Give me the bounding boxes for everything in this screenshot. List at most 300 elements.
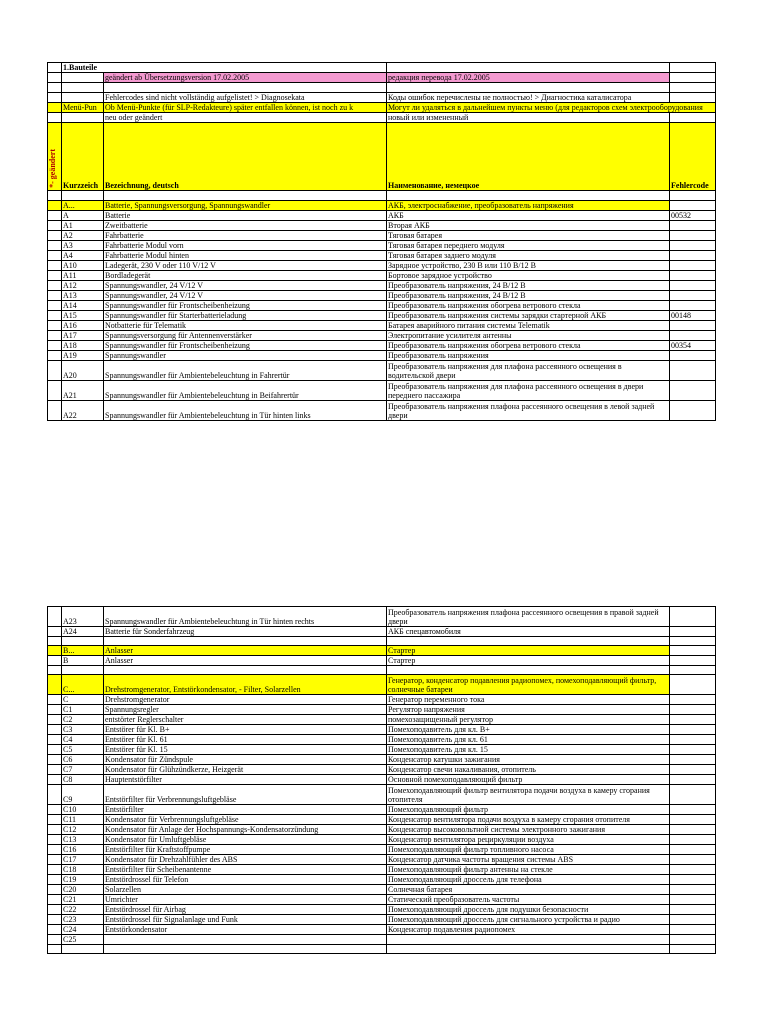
bezeichnung-cell: Ladegerät, 230 V oder 110 V/12 V xyxy=(104,261,387,271)
fehlercode-cell xyxy=(670,745,716,755)
bezeichnung-cell: Batterie für Sonderfahrzeug xyxy=(104,627,387,637)
header-naimenovanie: Наименование, немецкое xyxy=(387,123,670,191)
section-title: 1.Bauteile xyxy=(62,63,387,73)
fehlercode-cell xyxy=(670,331,716,341)
changed-marker-cell xyxy=(48,835,62,845)
parts-table-page-1 xyxy=(47,62,716,421)
naimenovanie-cell xyxy=(387,935,670,945)
table-row xyxy=(48,321,716,331)
table-row xyxy=(48,241,716,251)
bezeichnung-cell: Entstörfilter für Kraftstoffpumpe xyxy=(104,845,387,855)
fehlercode-cell xyxy=(670,695,716,705)
naimenovanie-cell: Помехоподавляющий фильтр топливного насоса xyxy=(387,845,670,855)
kurzzeichen-cell: A14 xyxy=(62,301,104,311)
kurzzeichen-cell: A15 xyxy=(62,311,104,321)
table-row xyxy=(48,775,716,785)
fehlercode-cell xyxy=(670,905,716,915)
kurzzeichen-cell xyxy=(62,945,104,954)
kurzzeichen-cell: C13 xyxy=(62,835,104,845)
fehlercode-cell: 00354 xyxy=(670,341,716,351)
naimenovanie-cell: Помехоподавляющий фильтр вентилятора подачи воздуха в камеру сгорания отопителя xyxy=(387,785,670,805)
kurzzeichen-cell: A11 xyxy=(62,271,104,281)
bezeichnung-cell: Anlasser xyxy=(104,646,387,656)
table-row xyxy=(48,905,716,915)
bezeichnung-cell: Entstörfilter für Scheibenantenne xyxy=(104,865,387,875)
bezeichnung-cell: Kondensator für Anlage der Hochspannungs-Kondensatorzündung xyxy=(104,825,387,835)
bezeichnung-cell: Entstörer für Kl. 15 xyxy=(104,745,387,755)
fehlercode-cell xyxy=(670,885,716,895)
kurzzeichen-cell: A13 xyxy=(62,291,104,301)
kurzzeichen-cell: C19 xyxy=(62,875,104,885)
table-row xyxy=(48,935,716,945)
kurzzeichen-cell: C18 xyxy=(62,865,104,875)
table-row xyxy=(48,656,716,666)
naimenovanie-cell: Помехоподавляющий фильтр xyxy=(387,805,670,815)
kurzzeichen-cell: A19 xyxy=(62,351,104,361)
naimenovanie-cell: Конденсатор датчика частоты вращения системы ABS xyxy=(387,855,670,865)
kurzzeichen-cell: C7 xyxy=(62,765,104,775)
bezeichnung-cell: Entstörkondensator xyxy=(104,925,387,935)
changed-marker-cell xyxy=(48,231,62,241)
bezeichnung-cell: Entstördrossel für Telefon xyxy=(104,875,387,885)
bezeichnung-cell: entstörter Reglerschalter xyxy=(104,715,387,725)
parts-rows-page-1 xyxy=(48,201,716,421)
changed-marker-cell xyxy=(48,201,62,211)
table-row xyxy=(48,301,716,311)
naimenovanie-cell: Регулятор напряжения xyxy=(387,705,670,715)
naimenovanie-cell: Помехоподавляющий фильтр антенны на стекле xyxy=(387,865,670,875)
bezeichnung-cell: Notbatterie für Telematik xyxy=(104,321,387,331)
naimenovanie-cell: Стартер xyxy=(387,646,670,656)
table-row xyxy=(48,735,716,745)
bezeichnung-cell: Drehstromgenerator xyxy=(104,695,387,705)
table-row xyxy=(48,695,716,705)
table-row xyxy=(48,351,716,361)
fehlercode-cell xyxy=(670,607,716,627)
fehlercode-cell xyxy=(670,637,716,646)
bezeichnung-cell xyxy=(104,935,387,945)
fehlercodes-note-ru: Коды ошибок перечислены не полностью! > Диагностика каталисатора xyxy=(387,93,670,103)
kurzzeichen-cell: A20 xyxy=(62,361,104,381)
changed-marker-cell xyxy=(48,666,62,675)
table-row xyxy=(48,815,716,825)
bezeichnung-cell: Kondensator für Umluftgebläse xyxy=(104,835,387,845)
bezeichnung-cell: Hauptentstörfilter xyxy=(104,775,387,785)
table-row xyxy=(48,925,716,935)
changed-marker-cell xyxy=(48,885,62,895)
table-row xyxy=(48,855,716,865)
bezeichnung-cell: Spannungswandler für Frontscheibenheizung xyxy=(104,341,387,351)
kurzzeichen-cell xyxy=(62,637,104,646)
table-row xyxy=(48,607,716,627)
bezeichnung-cell: Drehstromgenerator, Entstörkondensator, - Filter, Solarzellen xyxy=(104,675,387,695)
naimenovanie-cell: Помехоподавляющий дроссель для подушки безопасности xyxy=(387,905,670,915)
naimenovanie-cell: Тяговая батарея xyxy=(387,231,670,241)
table-row xyxy=(48,281,716,291)
changed-marker-cell xyxy=(48,291,62,301)
fehlercode-cell xyxy=(670,825,716,835)
table-row xyxy=(48,865,716,875)
bezeichnung-cell: Spannungswandler für Frontscheibenheizung xyxy=(104,301,387,311)
fehlercode-cell xyxy=(670,895,716,905)
fehlercode-cell xyxy=(670,775,716,785)
fehlercode-cell xyxy=(670,725,716,735)
kurzzeichen-cell: A16 xyxy=(62,321,104,331)
bezeichnung-cell: Zweitbatterie xyxy=(104,221,387,231)
kurzzeichen-cell: C24 xyxy=(62,925,104,935)
fehlercode-cell xyxy=(670,675,716,695)
fehlercode-cell xyxy=(670,765,716,775)
bezeichnung-cell: Spannungswandler für Ambientebeleuchtung in Tür hinten links xyxy=(104,401,387,421)
fehlercode-cell xyxy=(670,915,716,925)
fehlercode-cell: 00148 xyxy=(670,311,716,321)
table-row xyxy=(48,211,716,221)
changed-marker-cell xyxy=(48,341,62,351)
fehlercode-cell xyxy=(670,627,716,637)
changed-marker-cell xyxy=(48,361,62,381)
table-row xyxy=(48,646,716,656)
fehlercode-cell xyxy=(670,666,716,675)
bezeichnung-cell: Spannungswandler für Starterbatterieladung xyxy=(104,311,387,321)
table-row xyxy=(48,637,716,646)
fehlercode-cell xyxy=(670,221,716,231)
kurzzeichen-cell: C xyxy=(62,695,104,705)
table-row xyxy=(48,341,716,351)
changed-marker-cell xyxy=(48,935,62,945)
bezeichnung-cell: Kondensator für Zündspule xyxy=(104,755,387,765)
header-fehlercode: Fehlercode xyxy=(670,123,716,191)
fehlercode-cell: 00532 xyxy=(670,211,716,221)
kurzzeichen-cell: C10 xyxy=(62,805,104,815)
changed-marker-cell xyxy=(48,607,62,627)
neu-note-ru: новый или измененный xyxy=(387,113,670,123)
bezeichnung-cell: Batterie, Spannungsversorgung, Spannungswandler xyxy=(104,201,387,211)
kurzzeichen-cell: C2 xyxy=(62,715,104,725)
bezeichnung-cell: Fahrbatterie Modul vorn xyxy=(104,241,387,251)
naimenovanie-cell: Тяговая батарея заднего модуля xyxy=(387,251,670,261)
bezeichnung-cell: Spannungswandler für Ambientebeleuchtung in Beifahrertür xyxy=(104,381,387,401)
changed-marker-cell xyxy=(48,221,62,231)
table-row xyxy=(48,331,716,341)
naimenovanie-cell: Солнечная батарея xyxy=(387,885,670,895)
menu-note-de: Ob Menü-Punkte (für SLP-Redakteure) später entfallen können, ist noch zu k xyxy=(104,103,387,113)
bezeichnung-cell: Entstörfilter für Verbrennungsluftgebläse xyxy=(104,785,387,805)
kurzzeichen-cell: A21 xyxy=(62,381,104,401)
changed-marker-cell xyxy=(48,785,62,805)
naimenovanie-cell: Помехоподавитель для кл. 61 xyxy=(387,735,670,745)
naimenovanie-cell: Вторая АКБ xyxy=(387,221,670,231)
fehlercode-cell xyxy=(670,705,716,715)
bezeichnung-cell: Kondensator für Drehzahlfühler des ABS xyxy=(104,855,387,865)
kurzzeichen-cell: A3 xyxy=(62,241,104,251)
changed-marker-cell xyxy=(48,211,62,221)
naimenovanie-cell: Генератор, конденсатор подавления радиопомех, помехоподавляющий фильтр, солнечные батареи xyxy=(387,675,670,695)
changed-marker-cell xyxy=(48,261,62,271)
table-row xyxy=(48,675,716,695)
fehlercode-cell xyxy=(670,715,716,725)
changed-since-de: geändert ab Übersetzungsversion 17.02.2005 xyxy=(104,73,387,83)
fehlercode-cell xyxy=(670,301,716,311)
naimenovanie-cell: Бортовое зарядное устройство xyxy=(387,271,670,281)
kurzzeichen-cell: B... xyxy=(62,646,104,656)
fehlercode-cell xyxy=(670,855,716,865)
naimenovanie-cell: Основной помехоподавляющий фильтр xyxy=(387,775,670,785)
fehlercode-cell xyxy=(670,351,716,361)
kurzzeichen-cell: A10 xyxy=(62,261,104,271)
kurzzeichen-cell: C6 xyxy=(62,755,104,765)
parts-rows-page-2 xyxy=(48,607,716,954)
naimenovanie-cell: АКБ xyxy=(387,211,670,221)
table-row xyxy=(48,201,716,211)
changed-marker-cell xyxy=(48,656,62,666)
naimenovanie-cell: Конденсатор вентилятора рециркуляции воздуха xyxy=(387,835,670,845)
table-row xyxy=(48,231,716,241)
kurzzeichen-cell: A23 xyxy=(62,607,104,627)
kurzzeichen-cell: C4 xyxy=(62,735,104,745)
kurzzeichen-cell: C20 xyxy=(62,885,104,895)
table-row xyxy=(48,725,716,735)
bezeichnung-cell: Spannungswandler für Ambientebeleuchtung in Tür hinten rechts xyxy=(104,607,387,627)
kurzzeichen-cell xyxy=(62,666,104,675)
naimenovanie-cell xyxy=(387,666,670,675)
fehlercode-cell xyxy=(670,845,716,855)
bezeichnung-cell: Solarzellen xyxy=(104,885,387,895)
naimenovanie-cell: Помехоподавляющий дроссель для сигнального устройства и радио xyxy=(387,915,670,925)
table-row xyxy=(48,915,716,925)
naimenovanie-cell: Преобразователь напряжения плафона рассеянного освещения в левой задней двери xyxy=(387,401,670,421)
menu-note-kz: Menü-Pun xyxy=(62,103,104,113)
table-row xyxy=(48,825,716,835)
table-row xyxy=(48,666,716,675)
bezeichnung-cell: Fahrbatterie xyxy=(104,231,387,241)
table-row xyxy=(48,291,716,301)
changed-marker-header: *- geändert xyxy=(48,123,62,191)
table-row xyxy=(48,845,716,855)
fehlercode-cell xyxy=(670,735,716,745)
kurzzeichen-cell: A22 xyxy=(62,401,104,421)
fehlercodes-note-de: Fehlercodes sind nicht vollständig aufgelistet! > Diagnosekata xyxy=(104,93,387,103)
naimenovanie-cell: Помехоподавитель для кл. B+ xyxy=(387,725,670,735)
fehlercode-cell xyxy=(670,251,716,261)
fehlercode-cell xyxy=(670,361,716,381)
bezeichnung-cell: Spannungsregler xyxy=(104,705,387,715)
kurzzeichen-cell: A xyxy=(62,211,104,221)
kurzzeichen-cell: C25 xyxy=(62,935,104,945)
table-row xyxy=(48,885,716,895)
bezeichnung-cell: Bordladegerät xyxy=(104,271,387,281)
bezeichnung-cell: Fahrbatterie Modul hinten xyxy=(104,251,387,261)
kurzzeichen-cell: C12 xyxy=(62,825,104,835)
changed-marker-cell xyxy=(48,646,62,656)
naimenovanie-cell: Преобразователь напряжения, 24 В/12 В xyxy=(387,291,670,301)
bezeichnung-cell: Spannungsversorgung für Antennenverstärker xyxy=(104,331,387,341)
changed-marker-cell xyxy=(48,915,62,925)
bezeichnung-cell: Entstörer für Kl. B+ xyxy=(104,725,387,735)
kurzzeichen-cell: A18 xyxy=(62,341,104,351)
naimenovanie-cell: Батарея аварийного питания системы Telematik xyxy=(387,321,670,331)
table-row xyxy=(48,311,716,321)
naimenovanie-cell: Преобразователь напряжения обогрева ветрового стекла xyxy=(387,341,670,351)
naimenovanie-cell: Статический преобразователь частоты xyxy=(387,895,670,905)
kurzzeichen-cell: C9 xyxy=(62,785,104,805)
naimenovanie-cell: Преобразователь напряжения системы зарядки стартерной АКБ xyxy=(387,311,670,321)
kurzzeichen-cell: A24 xyxy=(62,627,104,637)
fehlercode-cell xyxy=(670,875,716,885)
changed-marker-cell xyxy=(48,845,62,855)
kurzzeichen-cell: C8 xyxy=(62,775,104,785)
table-row xyxy=(48,745,716,755)
bezeichnung-cell: Entstördrossel für Airbag xyxy=(104,905,387,915)
changed-marker-cell xyxy=(48,251,62,261)
fehlercode-cell xyxy=(670,271,716,281)
kurzzeichen-cell: A... xyxy=(62,201,104,211)
changed-marker-cell xyxy=(48,271,62,281)
changed-marker-cell xyxy=(48,241,62,251)
table-row xyxy=(48,895,716,905)
bezeichnung-cell: Anlasser xyxy=(104,656,387,666)
header-bezeichnung: Bezeichnung, deutsch xyxy=(104,123,387,191)
changed-marker-cell xyxy=(48,675,62,695)
bezeichnung-cell: Spannungswandler, 24 V/12 V xyxy=(104,281,387,291)
table-row xyxy=(48,361,716,381)
naimenovanie-cell: Конденсатор вентилятора подачи воздуха в камеру сгорания отопителя xyxy=(387,815,670,825)
naimenovanie-cell: помехозащищенный регулятор xyxy=(387,715,670,725)
changed-marker-cell xyxy=(48,895,62,905)
bezeichnung-cell: Umrichter xyxy=(104,895,387,905)
kurzzeichen-cell: A4 xyxy=(62,251,104,261)
table-row xyxy=(48,945,716,954)
changed-marker-cell xyxy=(48,401,62,421)
kurzzeichen-cell: C23 xyxy=(62,915,104,925)
changed-marker-cell xyxy=(48,351,62,361)
changed-marker-cell xyxy=(48,627,62,637)
bezeichnung-cell: Spannungswandler xyxy=(104,351,387,361)
table-row xyxy=(48,765,716,775)
changed-marker-cell xyxy=(48,745,62,755)
changed-marker-cell xyxy=(48,905,62,915)
naimenovanie-cell: АКБ спецавтомобиля xyxy=(387,627,670,637)
fehlercode-cell xyxy=(670,646,716,656)
kurzzeichen-cell: C17 xyxy=(62,855,104,865)
kurzzeichen-cell: C... xyxy=(62,675,104,695)
naimenovanie-cell: Помехоподавляющий дроссель для телефона xyxy=(387,875,670,885)
changed-marker-cell xyxy=(48,301,62,311)
naimenovanie-cell: Электропитание усилителя антенны xyxy=(387,331,670,341)
changed-marker-cell xyxy=(48,925,62,935)
kurzzeichen-cell: C3 xyxy=(62,725,104,735)
changed-marker-cell xyxy=(48,725,62,735)
changed-marker-cell xyxy=(48,945,62,954)
naimenovanie-cell: Преобразователь напряжения плафона рассеянного освещения в правой задней двери xyxy=(387,607,670,627)
changed-marker-cell xyxy=(48,735,62,745)
changed-marker-cell xyxy=(48,331,62,341)
naimenovanie-cell: Конденсатор катушки зажигания xyxy=(387,755,670,765)
changed-marker-cell xyxy=(48,695,62,705)
changed-marker-cell xyxy=(48,775,62,785)
fehlercode-cell xyxy=(670,241,716,251)
fehlercode-cell xyxy=(670,755,716,765)
bezeichnung-cell: Spannungswandler, 24 V/12 V xyxy=(104,291,387,301)
kurzzeichen-cell: C1 xyxy=(62,705,104,715)
kurzzeichen-cell: C5 xyxy=(62,745,104,755)
bezeichnung-cell: Kondensator für Verbrennungsluftgebläse xyxy=(104,815,387,825)
fehlercode-cell xyxy=(670,865,716,875)
fehlercode-cell xyxy=(670,381,716,401)
header-kurzzeichen: Kurzzeich xyxy=(62,123,104,191)
naimenovanie-cell: Преобразователь напряжения xyxy=(387,351,670,361)
changed-marker-cell xyxy=(48,281,62,291)
naimenovanie-cell: Зарядное устройство, 230 В или 110 В/12 В xyxy=(387,261,670,271)
kurzzeichen-cell: B xyxy=(62,656,104,666)
changed-marker-cell xyxy=(48,805,62,815)
changed-marker-cell xyxy=(48,637,62,646)
fehlercode-cell xyxy=(670,945,716,954)
changed-marker-cell xyxy=(48,755,62,765)
fehlercode-cell xyxy=(670,935,716,945)
bezeichnung-cell: Entstörfilter xyxy=(104,805,387,815)
kurzzeichen-cell: A17 xyxy=(62,331,104,341)
bezeichnung-cell: Entstördrossel für Signalanlage und Funk xyxy=(104,915,387,925)
kurzzeichen-cell: C11 xyxy=(62,815,104,825)
fehlercode-cell xyxy=(670,805,716,815)
naimenovanie-cell: Генератор переменного тока xyxy=(387,695,670,705)
menu-note-ru: Могут ли удаляться в дальнейшем пункты меню (для редакторов схем электрооборудования xyxy=(387,103,716,113)
table-row xyxy=(48,875,716,885)
naimenovanie-cell: Конденсатор свечи накаливания, отопитель xyxy=(387,765,670,775)
changed-marker-cell xyxy=(48,705,62,715)
naimenovanie-cell: Преобразователь напряжения обогрева ветрового стекла xyxy=(387,301,670,311)
naimenovanie-cell: Конденсатор высоковольтной системы электронного зажигания xyxy=(387,825,670,835)
changed-marker-cell xyxy=(48,321,62,331)
fehlercode-cell xyxy=(670,835,716,845)
naimenovanie-cell: Преобразователь напряжения, 24 В/12 В xyxy=(387,281,670,291)
bezeichnung-cell xyxy=(104,637,387,646)
fehlercode-cell xyxy=(670,261,716,271)
kurzzeichen-cell: C16 xyxy=(62,845,104,855)
kurzzeichen-cell: A1 xyxy=(62,221,104,231)
changed-marker-cell xyxy=(48,311,62,321)
changed-marker-cell xyxy=(48,875,62,885)
bezeichnung-cell: Kondensator für Glühzündkerze, Heizgerät xyxy=(104,765,387,775)
table-row xyxy=(48,261,716,271)
fehlercode-cell xyxy=(670,401,716,421)
naimenovanie-cell: Преобразователь напряжения для плафона рассеянного освещения в водительской двери xyxy=(387,361,670,381)
table-row xyxy=(48,627,716,637)
changed-marker-cell xyxy=(48,825,62,835)
changed-marker-cell xyxy=(48,815,62,825)
changed-marker-cell xyxy=(48,381,62,401)
fehlercode-cell xyxy=(670,231,716,241)
kurzzeichen-cell: C22 xyxy=(62,905,104,915)
naimenovanie-cell: Преобразователь напряжения для плафона рассеянного освещения в двери переднего пассажира xyxy=(387,381,670,401)
bezeichnung-cell: Entstörer für Kl. 61 xyxy=(104,735,387,745)
table-row xyxy=(48,251,716,261)
naimenovanie-cell: АКБ, электроснабжение, преобразователь напряжения xyxy=(387,201,670,211)
kurzzeichen-cell: A12 xyxy=(62,281,104,291)
fehlercode-cell xyxy=(670,815,716,825)
table-row xyxy=(48,401,716,421)
fehlercode-cell xyxy=(670,291,716,301)
kurzzeichen-cell: C21 xyxy=(62,895,104,905)
changed-marker-cell xyxy=(48,715,62,725)
bezeichnung-cell xyxy=(104,666,387,675)
fehlercode-cell xyxy=(670,321,716,331)
bezeichnung-cell xyxy=(104,945,387,954)
naimenovanie-cell xyxy=(387,945,670,954)
table-row xyxy=(48,271,716,281)
neu-note-de: neu oder geändert xyxy=(104,113,387,123)
naimenovanie-cell: Помехоподавитель для кл. 15 xyxy=(387,745,670,755)
